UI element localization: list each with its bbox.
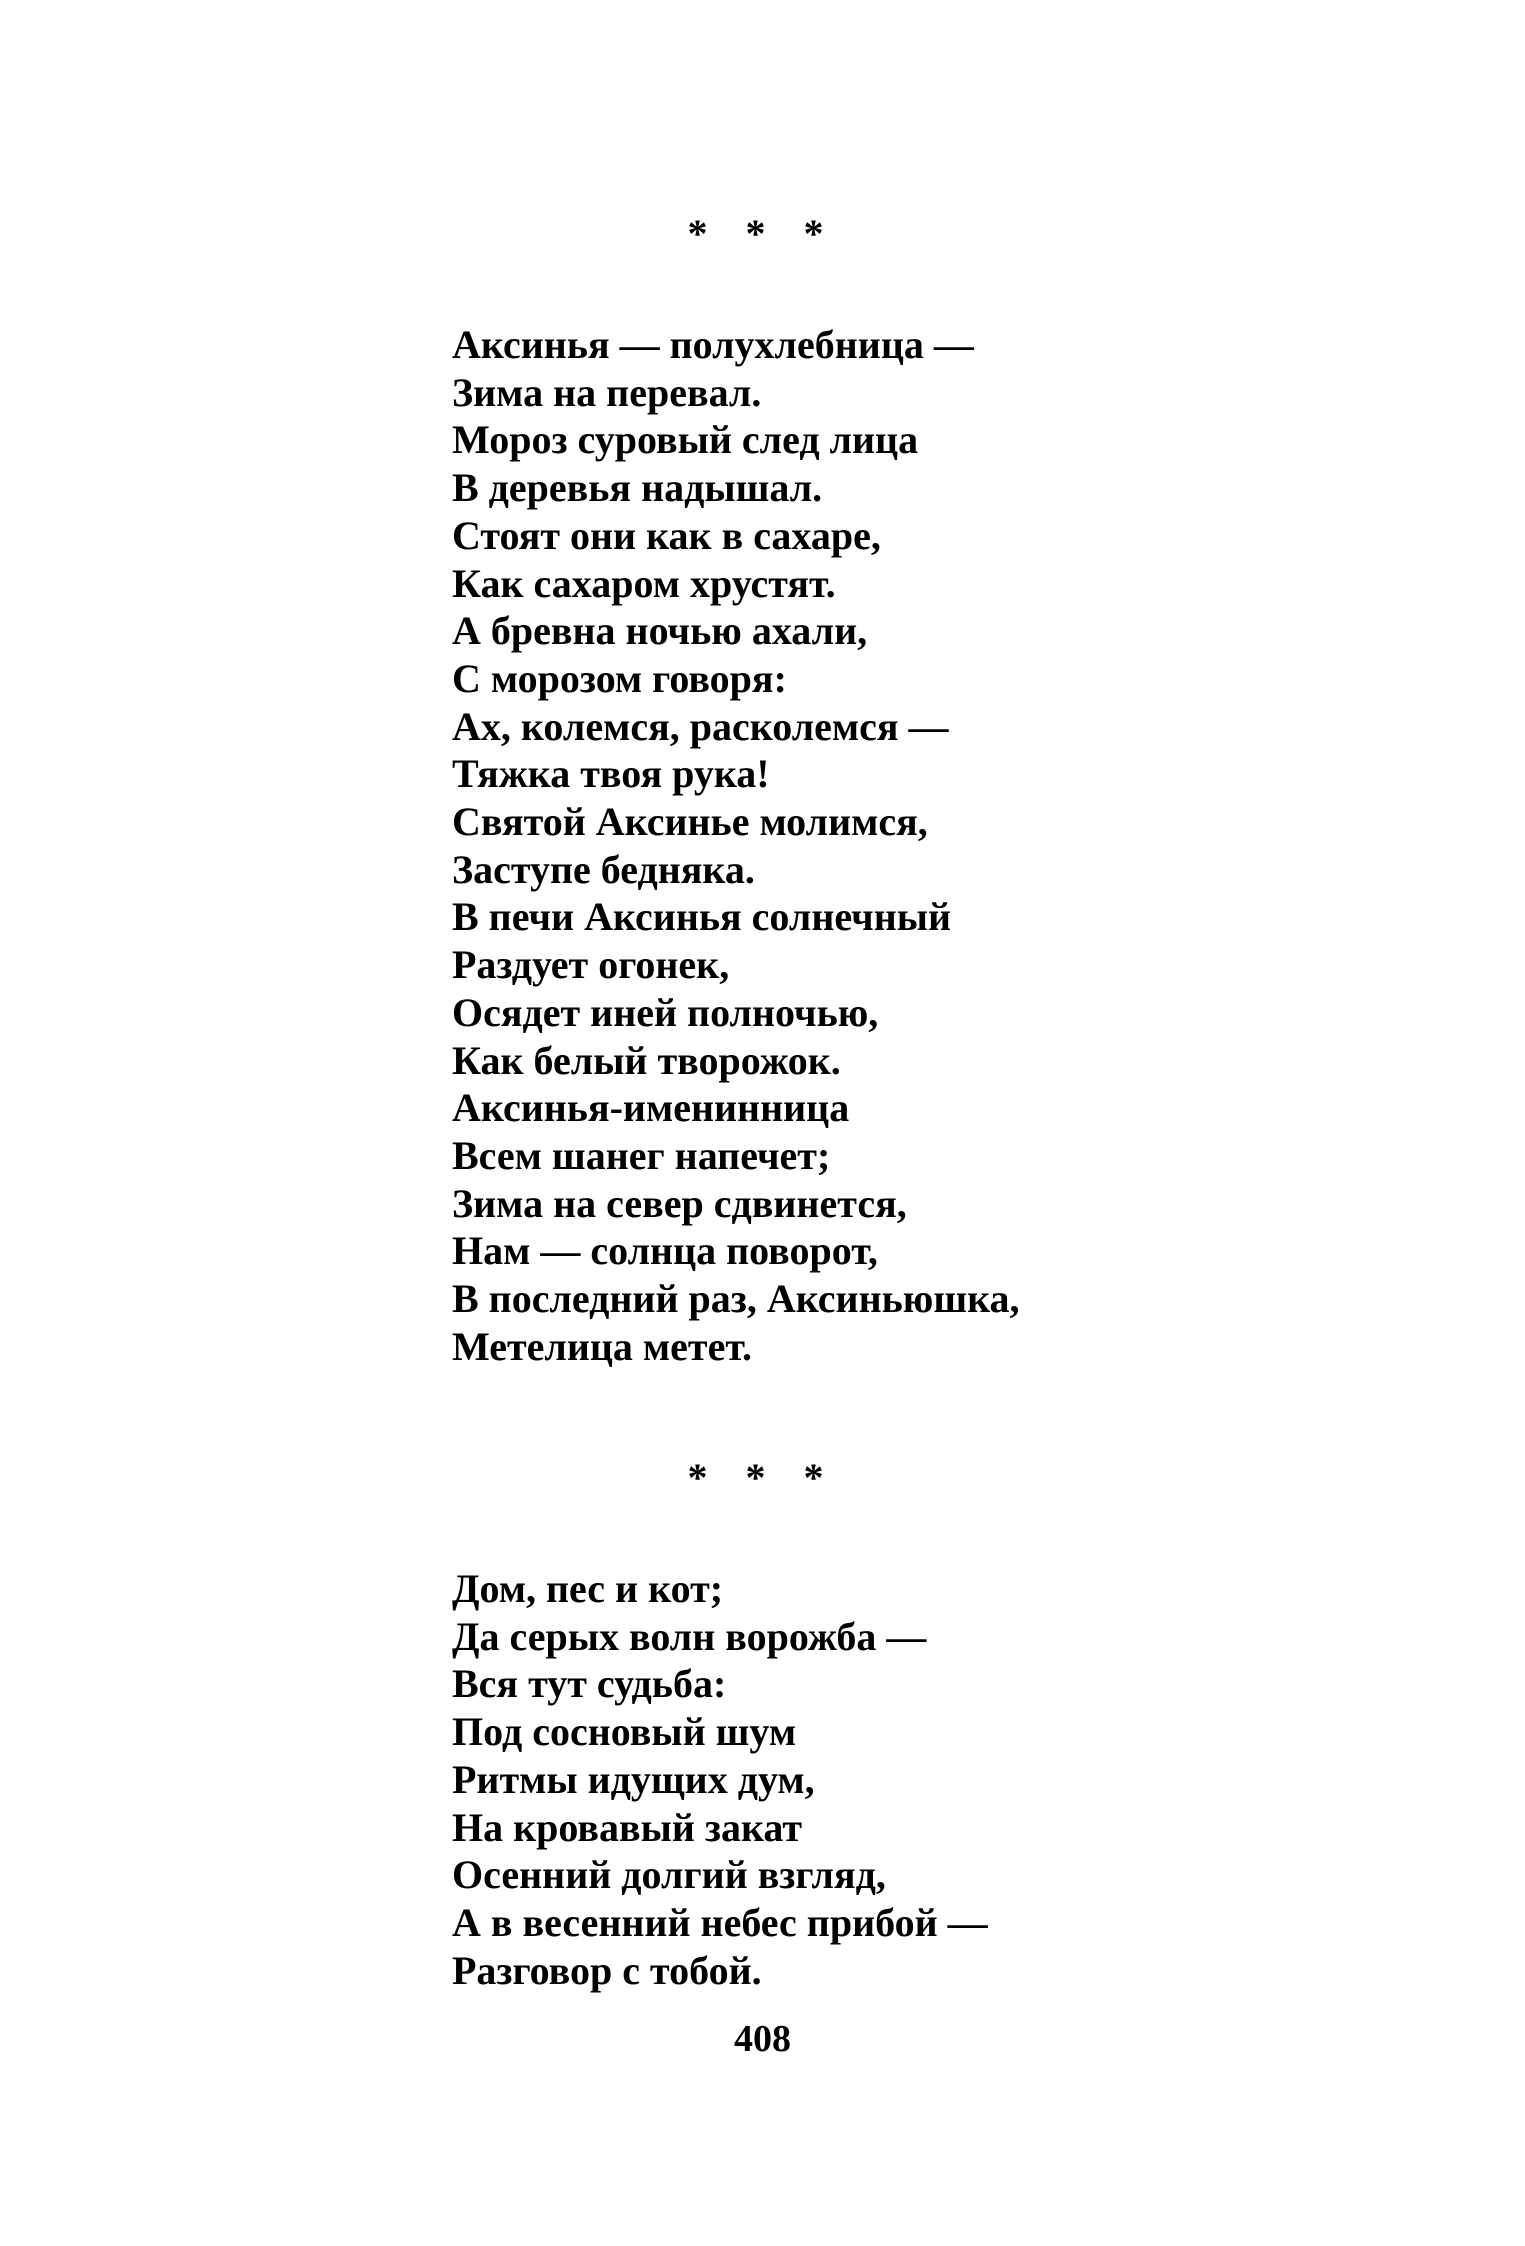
poem-line: Зима на север сдвинется,	[452, 1180, 907, 1226]
poem-line: Зима на перевал.	[452, 369, 762, 415]
poem-line: В последний раз, Аксиньюшка,	[452, 1276, 1020, 1322]
poem-line: Осядет иней полночью,	[452, 989, 879, 1035]
poem-line: Да серых волн ворожба —	[452, 1613, 927, 1659]
poem-line: Метелица метет.	[452, 1323, 752, 1369]
poem-line: На кровавый закат	[452, 1804, 803, 1850]
poem-line: Святой Аксинье молимся,	[452, 799, 928, 845]
poem-line: Как белый творожок.	[452, 1037, 841, 1083]
poem-line: Всем шанег напечет;	[452, 1132, 831, 1178]
page-number: 408	[734, 2018, 791, 2060]
poem-separator: * * *	[687, 211, 838, 256]
poem-line: В печи Аксинья солнечный	[452, 894, 952, 940]
poem-line: В деревья надышал.	[452, 465, 823, 511]
poem-line: Ах, колемся, расколемся —	[452, 703, 949, 749]
poem-line: Заступе бедняка.	[452, 846, 755, 892]
poem-line: А бревна ночью ахали,	[452, 608, 868, 654]
poem-line: Дом, пес и кот;	[452, 1566, 724, 1611]
poem-line: Нам — солнца поворот,	[452, 1228, 878, 1274]
poem-line: Раздует огонек,	[452, 942, 730, 988]
poem-line: С морозом говоря:	[452, 655, 787, 701]
poem-line: Аксинья — полухлебница —	[452, 322, 974, 367]
poem-line: Стоят они как в сахаре,	[452, 512, 881, 558]
poem-line: Разговор с тобой.	[452, 1947, 762, 1993]
poem-line: Осенний долгий взгляд,	[452, 1852, 886, 1898]
poem-separator: * * *	[687, 1455, 838, 1500]
poem-line: Аксинья-именинница	[452, 1085, 850, 1131]
poem-line: Вся тут судьба:	[452, 1661, 727, 1707]
poem-line: Как сахаром хрустят.	[452, 560, 836, 606]
poem-line: Тяжка твоя рука!	[452, 751, 770, 797]
poem-line: Ритмы идущих дум,	[452, 1756, 815, 1802]
poem-1	[452, 321, 1020, 1370]
poem-line: А в весенний небес прибой —	[452, 1899, 988, 1945]
poem-line: Под сосновый шум	[452, 1709, 797, 1755]
poem-line: Мороз суровый след лица	[452, 417, 919, 463]
poem-2	[452, 1565, 988, 1994]
